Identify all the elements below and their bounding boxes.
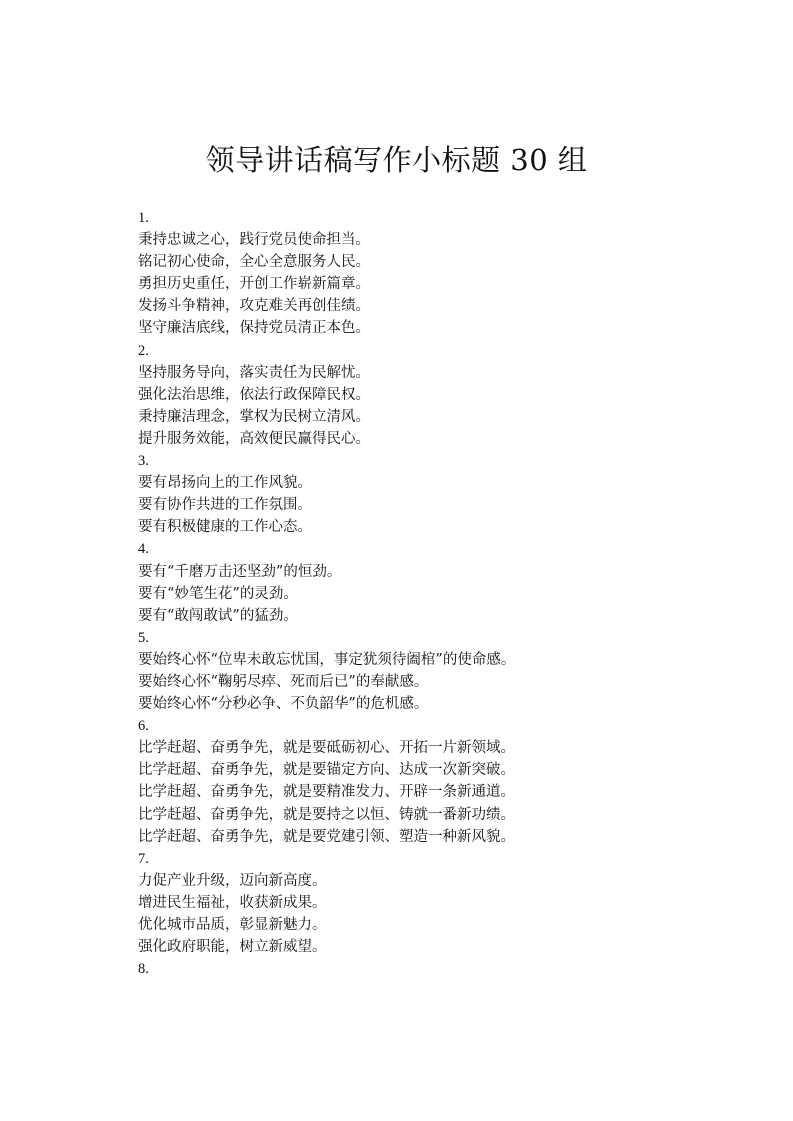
paragraph-line: 要有“千磨万击还坚劲”的恒劲。 (138, 563, 342, 580)
section-number: 3. (138, 453, 149, 470)
section-number: 2. (138, 342, 149, 359)
paragraph-line: 强化法治思维，依法行政保障民权。 (138, 386, 370, 403)
section-6 (138, 715, 698, 848)
paragraph-line: 比学赶超、奋勇争先，就是要锚定方向、达成一次新突破。 (138, 762, 515, 779)
section-number: 7. (138, 850, 149, 867)
section-3 (138, 450, 698, 538)
paragraph-line: 要有协作共进的工作氛围。 (138, 497, 312, 514)
paragraph-line: 勇担历史重任，开创工作崭新篇章。 (138, 276, 370, 293)
paragraph-line: 秉持忠诚之心，践行党员使命担当。 (138, 232, 370, 249)
paragraph-line: 比学赶超、奋勇争先，就是要党建引领、塑造一种新风貌。 (138, 828, 515, 845)
paragraph-line: 强化政府职能，树立新威望。 (138, 939, 327, 956)
section-4 (138, 538, 698, 626)
paragraph-line: 要有积极健康的工作心态。 (138, 519, 312, 536)
paragraph-line: 坚持服务导向，落实责任为民解忧。 (138, 364, 370, 381)
paragraph-line: 发扬斗争精神，攻克难关再创佳绩。 (138, 298, 370, 315)
paragraph-line: 秉持廉洁理念，掌权为民树立清风。 (138, 408, 370, 425)
section-7 (138, 848, 698, 958)
paragraph-line: 坚守廉洁底线，保持党员清正本色。 (138, 320, 370, 337)
paragraph-line: 力促产业升级，迈向新高度。 (138, 872, 327, 889)
paragraph-line: 要始终心怀“鞠躬尽瘁、死而后已”的奉献感。 (138, 673, 429, 690)
document-title: 领导讲话稿写作小标题 30 组 (205, 143, 588, 177)
paragraph-line: 比学赶超、奋勇争先，就是要精准发力、开辟一条新通道。 (138, 784, 515, 801)
paragraph-line: 增进民生福祉，收获新成果。 (138, 894, 327, 911)
section-2 (138, 340, 698, 450)
paragraph-line: 比学赶超、奋勇争先，就是要持之以恒、铸就一番新功绩。 (138, 806, 515, 823)
section-number: 4. (138, 541, 149, 558)
paragraph-line: 比学赶超、奋勇争先，就是要砥砺初心、开拓一片新领域。 (138, 740, 515, 757)
document-body (138, 207, 698, 980)
paragraph-line: 优化城市品质，彰显新魅力。 (138, 917, 327, 933)
section-8 (138, 958, 698, 980)
section-number: 5. (138, 629, 149, 646)
paragraph-line: 铭记初心使命，全心全意服务人民。 (138, 254, 370, 271)
section-5 (138, 627, 698, 715)
section-number: 1. (138, 210, 149, 226)
paragraph-line: 要有昂扬向上的工作风貌。 (138, 475, 312, 492)
paragraph-line: 要有“敢闯敢试”的猛劲。 (138, 607, 298, 624)
section-number: 8. (138, 961, 149, 978)
paragraph-line: 要有“妙笔生花”的灵劲。 (138, 585, 298, 602)
section-1 (138, 207, 698, 340)
paragraph-line: 要始终心怀“分秒必争、不负韶华”的危机感。 (138, 696, 429, 713)
section-number: 6. (138, 718, 149, 735)
paragraph-line: 要始终心怀“位卑未敢忘忧国，事定犹须待阖棺”的使命感。 (138, 651, 516, 668)
paragraph-line: 提升服务效能，高效便民赢得民心。 (138, 430, 370, 447)
